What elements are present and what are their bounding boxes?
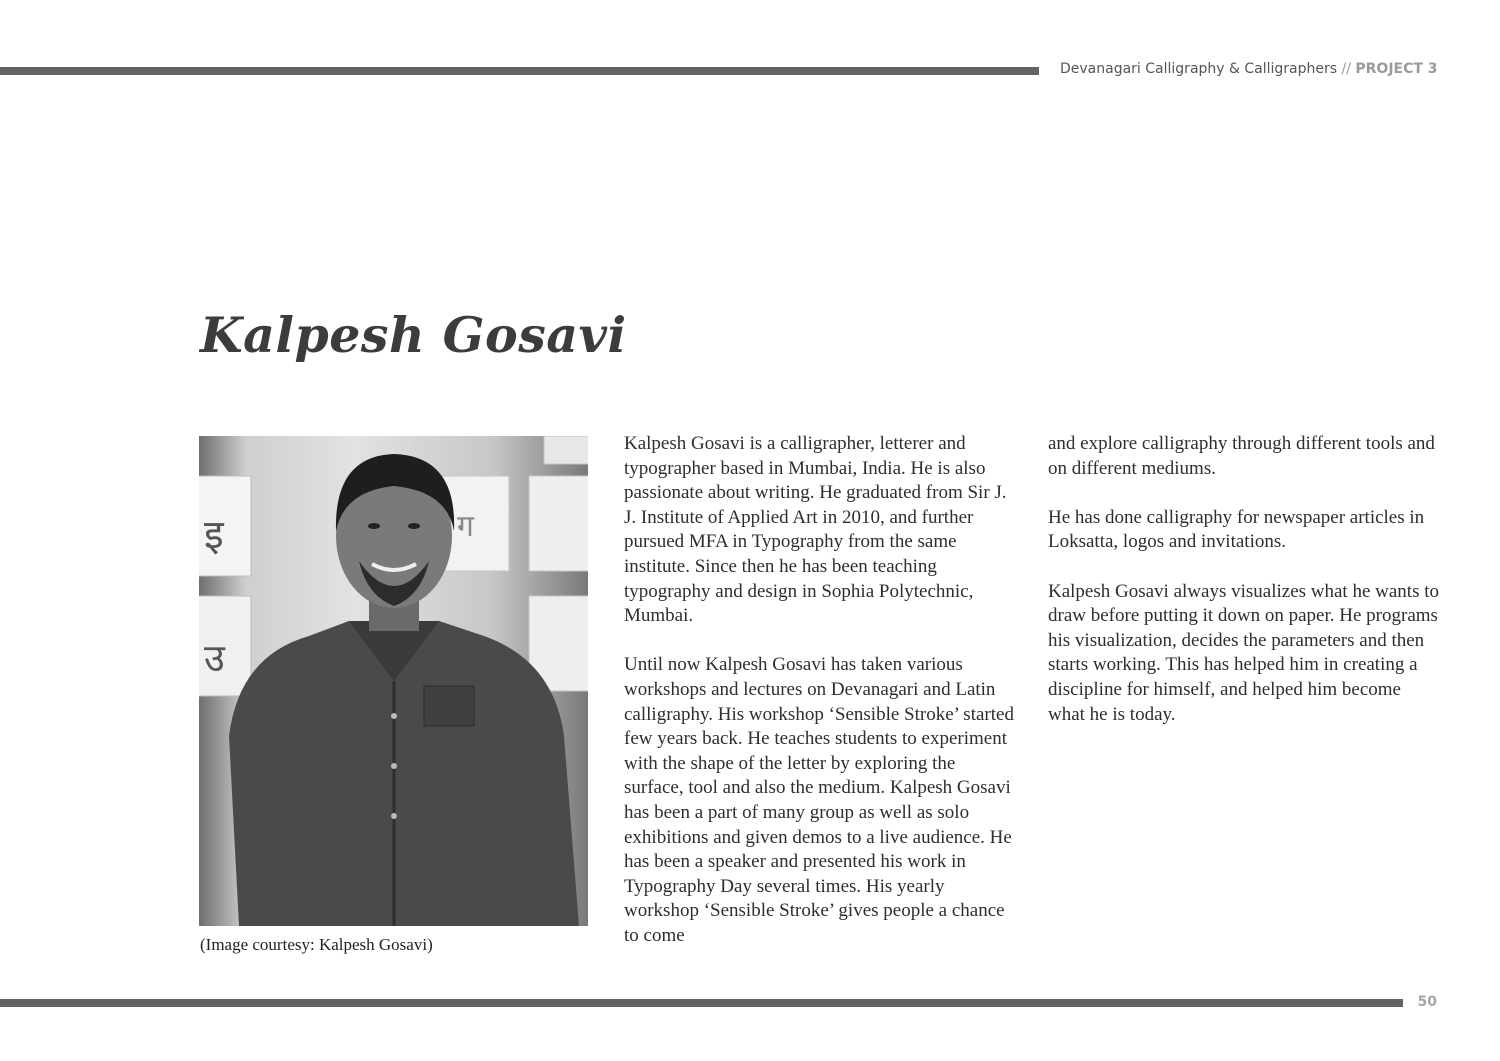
paragraph: Until now Kalpesh Gosavi has taken various workshops and lectures on Devanagari and Latin calligraphy. His workshop ‘Sensible Stroke’ started few years back. He teaches students to experiment with the shape of the letter by exploring the surface, tool and also the medium. Kalpesh Gosavi has been a part of many group as well as solo exhibitions and given demos to a live audience. He has been a speaker and presented his work in Typography Day several times. His yearly workshop ‘Sensible Stroke’ gives people a chance to come	[624, 654, 1014, 946]
portrait-photo	[199, 436, 588, 926]
wall-glyph: ग	[457, 509, 474, 544]
button	[391, 813, 397, 819]
top-rule	[0, 67, 1039, 75]
body-column-2	[1048, 432, 1440, 752]
portrait-illustration	[199, 436, 588, 926]
eye	[368, 523, 380, 529]
body-column-1	[624, 432, 1016, 973]
header-title: Devanagari Calligraphy & Calligraphers	[1060, 61, 1338, 77]
shirt-pocket	[424, 686, 474, 726]
photo-caption: (Image courtesy: Kalpesh Gosavi)	[200, 935, 433, 954]
button	[391, 763, 397, 769]
page-title: Kalpesh Gosavi	[200, 306, 627, 364]
header-separator: //	[1341, 61, 1351, 77]
paragraph: He has done calligraphy for newspaper articles in Loksatta, logos and invitations.	[1048, 506, 1425, 553]
wall-tile	[529, 476, 588, 571]
header-project: PROJECT 3	[1355, 61, 1438, 77]
wall-tile	[544, 436, 588, 464]
paragraph: Kalpesh Gosavi always visualizes what he wants to draw before putting it down on paper. He programs his visualization, decides the parameters and then starts working. This has helped him in creating a discipline for himself, and helped him become what he is today.	[1048, 580, 1439, 725]
paragraph: and explore calligraphy through different tools and on different mediums.	[1048, 433, 1435, 479]
wall-glyph: उ	[204, 636, 225, 680]
page-number: 50	[1417, 994, 1437, 1010]
eye	[408, 523, 420, 529]
wall-glyph: इ	[204, 512, 224, 558]
paragraph: Kalpesh Gosavi is a calligrapher, letterer and typographer based in Mumbai, India. He is also passionate about writing. He graduated from Sir J. J. Institute of Applied Art in 2010, and further pursued MFA in Typography from the same institute. Since then he has been teaching typography and design in Sophia Polytechnic, Mumbai.	[624, 433, 1007, 627]
running-header	[1060, 61, 1436, 77]
button	[391, 713, 397, 719]
bottom-rule	[0, 999, 1403, 1007]
